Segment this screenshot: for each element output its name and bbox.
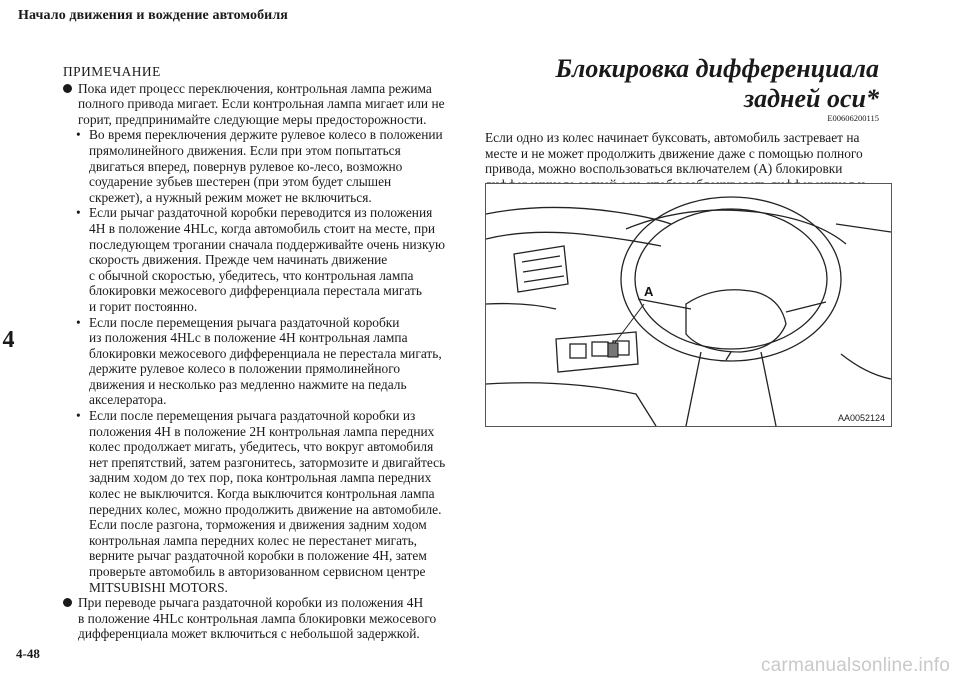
text-line: соударение зубьев шестерен (при этом будет слышен [89,174,392,190]
text-line: блокировки межосевого дифференциала не перестала мигать, [89,345,442,361]
text-line: горит, предпринимайте следующие меры предосторожности. [78,111,427,127]
text-line: контрольная лампа передних колес не перестанет мигать, [89,532,418,548]
note-subitem-3 [63,315,463,409]
watermark: carmanualsonline.info [760,655,950,676]
diff-lock-switch-icon [608,343,618,357]
note-bullet-2 [63,595,463,642]
sub-bullet-icon: • [76,408,81,424]
text-line: колес не выключится. Когда выключится контрольная лампа [89,486,435,502]
text-line: передних колес, можно продолжить движение на автомобиле. [89,501,442,517]
text-line: верните рычаг раздаточной коробки в положение 4H, затем [89,548,427,564]
section-title: Блокировка дифференциала задней оси* [555,54,879,113]
dashboard-drawing [486,184,891,426]
dashboard-illustration [485,183,892,427]
text-line: дифференциала может включиться с небольшой задержкой. [78,626,420,642]
text-line: колес продолжает мигать, убедитесь, что вокруг автомобиля [89,439,434,455]
chapter-tab: 4 [0,318,17,362]
text-line: в положение 4HLc контрольная лампа блокировки межосевого [78,610,437,626]
running-header: Начало движения и вождение автомобиля [18,8,288,23]
note-column [63,64,463,642]
note-title: ПРИМЕЧАНИЕ [63,64,161,79]
figure-label-a: A [644,284,654,299]
text-line: Если рычаг раздаточной коробки переводится из положения [89,205,433,221]
text-line: движения и несколько раз медленно нажмите на педаль [89,376,407,392]
text-line: задним ходом до тех пор, пока контрольная лампа передних [89,470,432,486]
figure-code: AA0052124 [837,413,885,423]
text-line: с обычной скоростью, убедитесь, что контрольная лампа [89,267,414,283]
text-line: Во время переключения держите рулевое колесо в положении [89,127,443,143]
bullet-dot-icon [63,84,72,93]
text-line: MITSUBISHI MOTORS. [89,579,228,595]
text-line: При переводе рычага раздаточной коробки из положения 4H [78,595,424,611]
text-line: из положения 4HLc в положение 4H контрольная лампа [89,330,408,346]
text-line: акселератора. [89,392,167,408]
text-line: Если после перемещения рычага раздаточной коробки [89,314,400,330]
section-code: E00606200115 [827,113,879,123]
text-line: последующем трогании сначала поддерживайте очень низкую [89,236,445,252]
text-line: положения 4H в положение 2H контрольная лампа передних [89,423,435,439]
text-line: двигаться вперед, повернув рулевое ко-лесо, возможно [89,158,403,174]
text-line: Если после разгона, торможения и движения задним ходом [89,517,427,533]
text-line: и горит постоянно. [89,298,198,314]
text-line: прямолинейного движения. Если при этом попытаться [89,142,401,158]
text-line: скорость движения. Прежде чем начинать движение [89,252,388,268]
note-subitem-2 [63,205,463,314]
text-line: 4H в положение 4HLc, когда автомобиль стоит на месте, при [89,220,436,236]
text-line: скрежет), а нужный режим может не включиться. [89,189,372,205]
sub-bullet-icon: • [76,127,81,143]
text-line: привода, можно воспользоваться включателем (A) блокировки [485,161,843,177]
note-bullet-1 [63,81,463,128]
text-line: Если одно из колес начинает буксовать, автомобиль застревает на [485,130,860,145]
sub-bullet-icon: • [76,205,81,221]
page-number: 4-48 [16,646,40,661]
text-line: Пока идет процесс переключения, контрольная лампа режима [78,80,432,96]
text-line: проверьте автомобиль в авторизованном сервисном центре [89,564,426,579]
text-line: нет препятствий, затем разгонитесь, затормозите и двигайтесь [89,454,446,470]
text-line: полного привода мигает. Если контрольная лампа мигает или не [78,96,445,112]
note-subitem-1 [63,127,463,205]
text-line: месте и не может продолжить движение даже с помощью полного [485,145,863,161]
text-line: блокировки межосевого дифференциала перестала мигать [89,283,422,299]
text-line: Если после перемещения рычага раздаточной коробки из [89,408,416,424]
note-subitem-4 [63,408,463,595]
bullet-dot-icon [63,598,72,607]
text-line: держите рулевое колесо в положении прямолинейного [89,361,401,377]
sub-bullet-icon: • [76,314,81,330]
